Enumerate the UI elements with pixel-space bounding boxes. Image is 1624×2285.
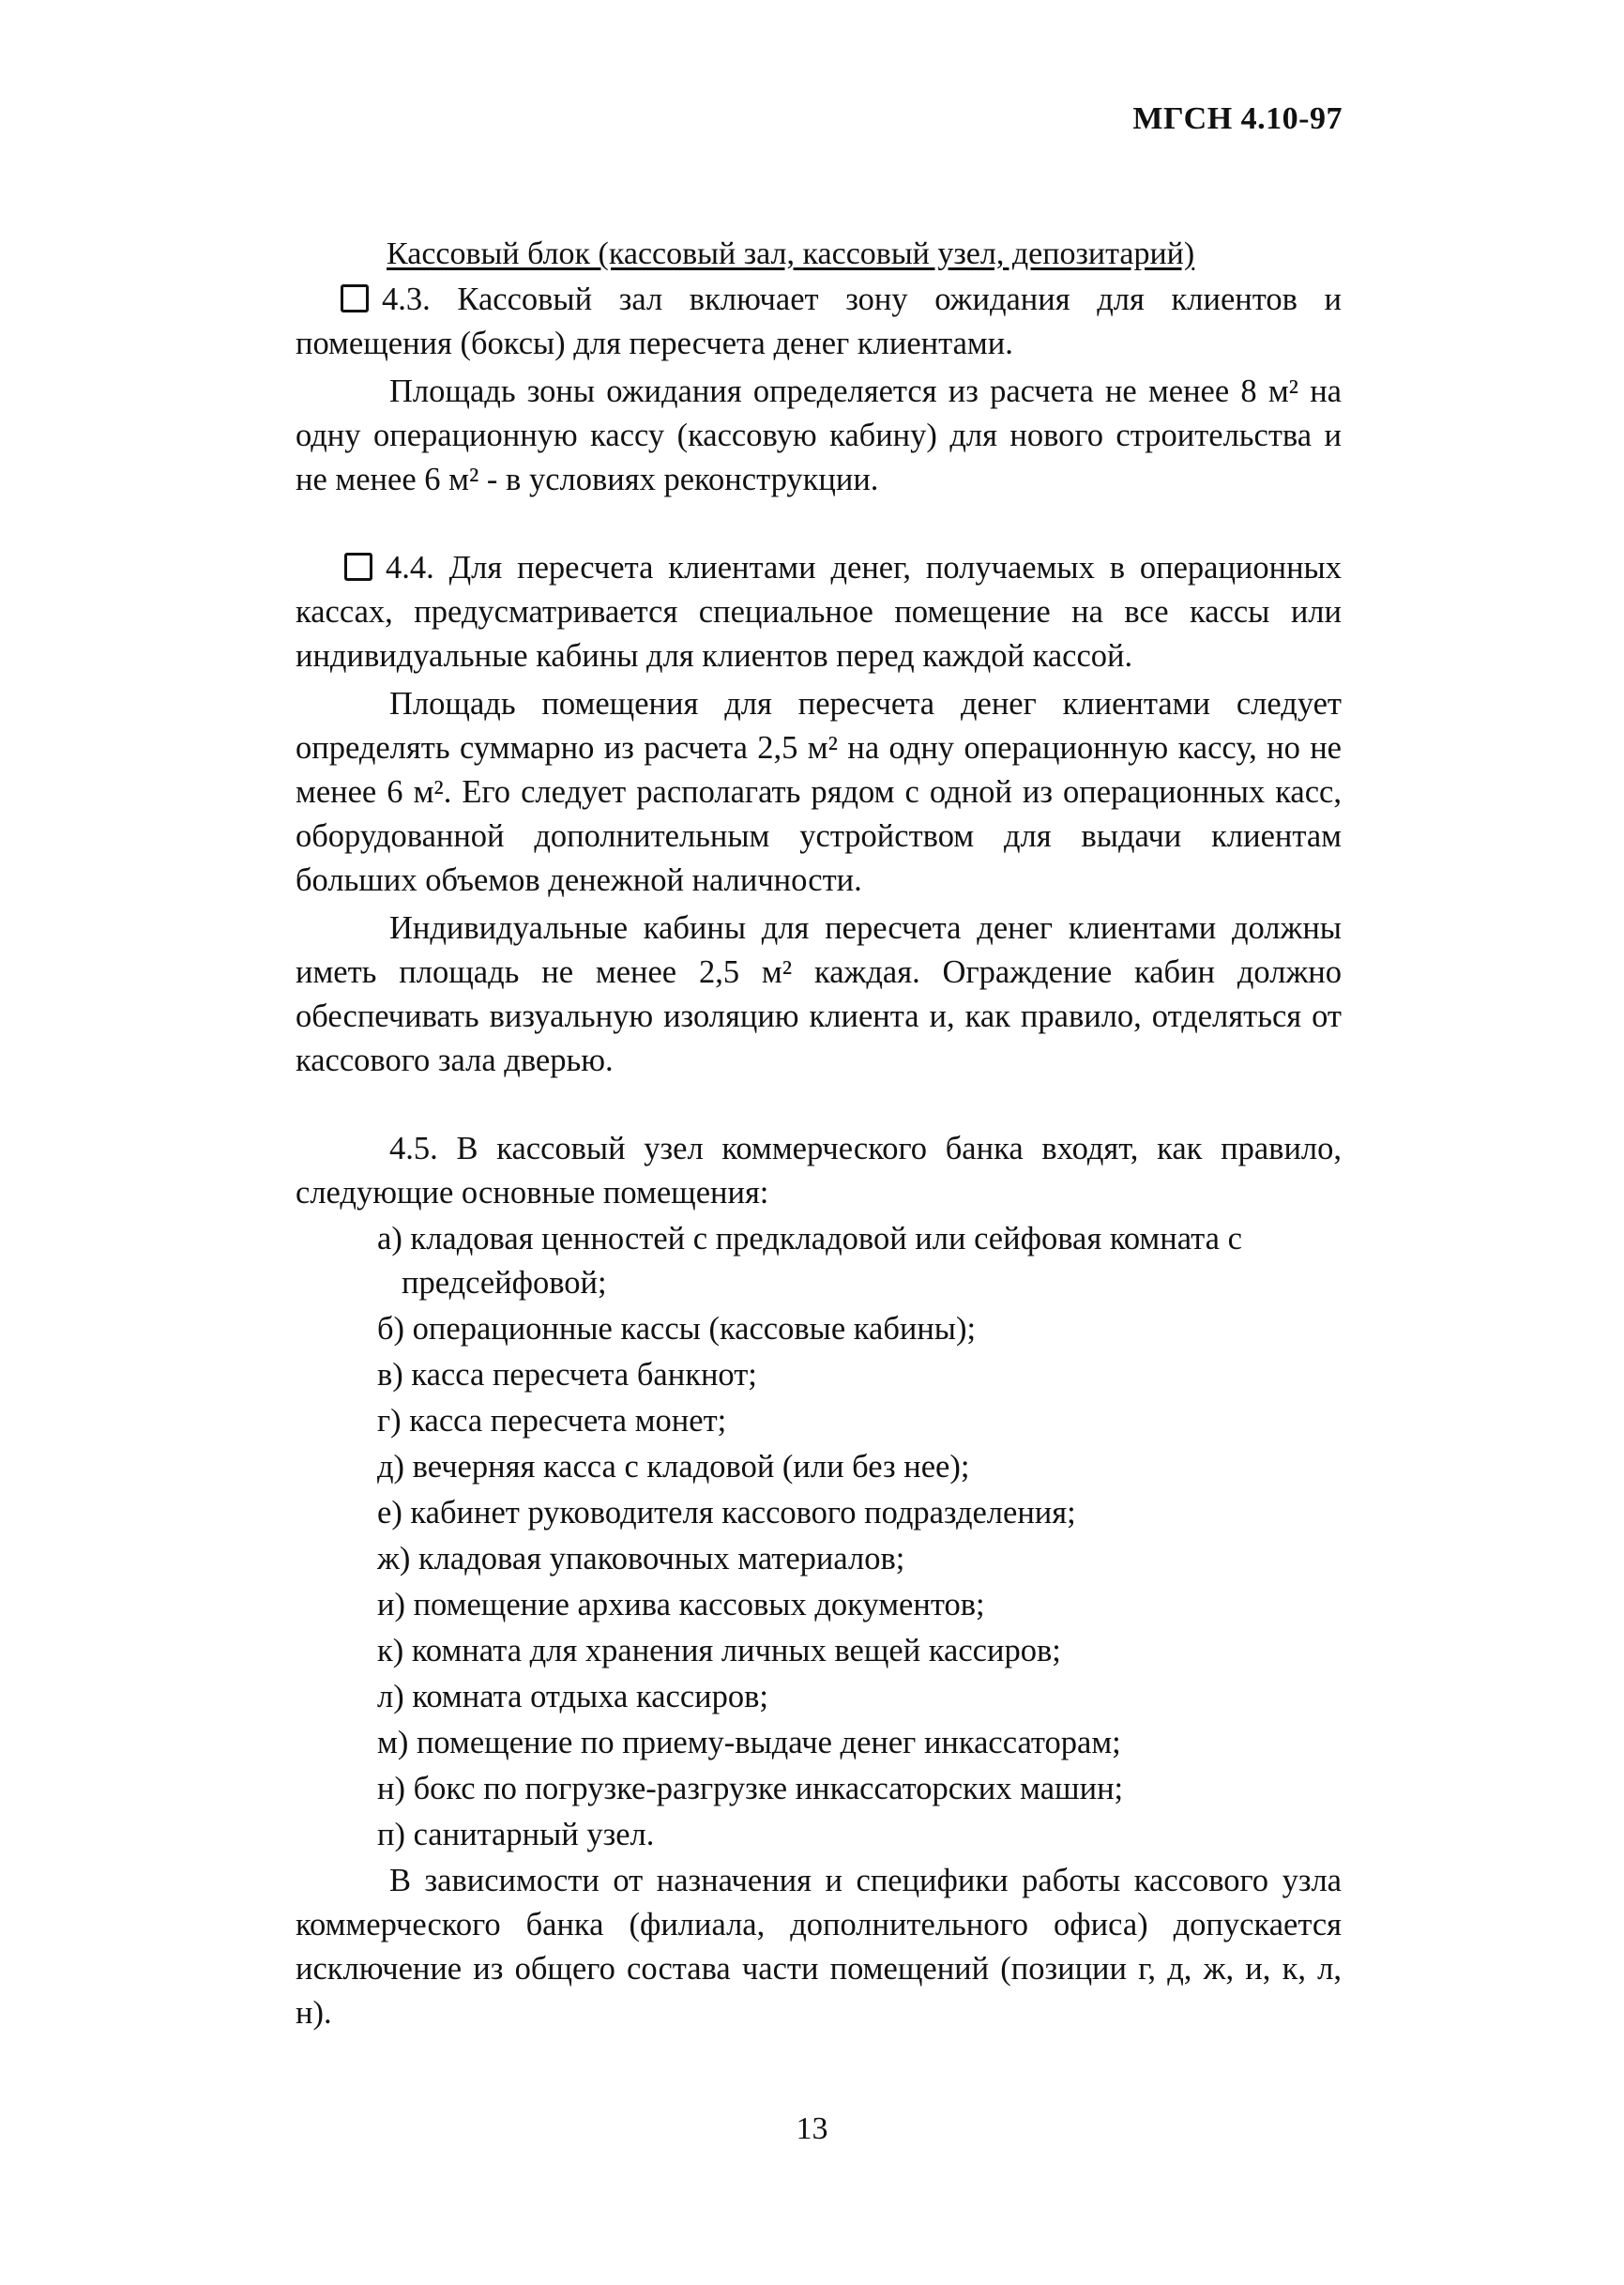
list-item: а) кладовая ценностей с предкладовой или сейфовая комната с предсейфовой; — [377, 1221, 1242, 1301]
list-item: г) касса пересчета монет; — [377, 1403, 727, 1439]
section-heading: Кассовый блок (кассовый зал, кассовый узел, депозитарий) — [387, 236, 1195, 271]
page-number: 13 — [796, 2111, 828, 2146]
document-body — [296, 278, 1342, 2035]
clause-4-5-closing: В зависимости от назначения и специфики работы кассового узла коммерческого банка (филиала, дополнительного офиса) допускается исключение из общего состава части помещений (позиции г, д, ж, и, к, л, н). — [296, 1863, 1342, 2031]
clause-4-4-paragraph: Индивидуальные кабины для пересчета денег клиентами должны иметь площадь не менее 2,5 м² каждая. Ограждение кабин должно обеспечивать визуальную изоляцию клиента и, как правило, отделяться от кассового зала дверью. — [296, 910, 1342, 1078]
list-item: ж) кладовая упаковочных материалов; — [377, 1541, 905, 1577]
list-item: п) санитарный узел. — [377, 1817, 655, 1852]
list-item: к) комната для хранения личных вещей кассиров; — [377, 1633, 1061, 1668]
clause-4-4 — [296, 546, 1342, 678]
list-item: б) операционные кассы (кассовые кабины); — [377, 1311, 977, 1347]
list-item: е) кабинет руководителя кассового подразделения; — [377, 1495, 1076, 1531]
clause-4-3-paragraph: Площадь зоны ожидания определяется из расчета не менее 8 м² на одну операционную кассу (кассовую кабину) для нового строительства и не менее 6 м² - в условиях реконструкции. — [296, 373, 1342, 497]
list-item: д) вечерняя касса с кладовой (или без нее); — [377, 1449, 970, 1485]
clause-4-4-text: 4.4. Для пересчета клиентами денег, получаемых в операционных кассах, предусматривается специальное помещение на все кассы или индивидуальные кабины для клиентов перед каждой кассой. — [296, 550, 1342, 674]
list-item: и) помещение архива кассовых документов; — [377, 1587, 985, 1622]
clause-4-3-text: 4.3. Кассовый зал включает зону ожидания для клиентов и помещения (боксы) для пересчета денег клиентами. — [296, 282, 1342, 361]
checkbox-icon[interactable] — [341, 284, 369, 312]
clause-4-4-paragraph: Площадь помещения для пересчета денег клиентами следует определять суммарно из расчета 2,5 м² на одну операционную кассу, но не менее 6 м². Его следует располагать рядом с одной из операционных касс, оборудованной дополнительным устройством для выдачи клиентам больших объемов денежной наличности. — [296, 686, 1342, 898]
document-code: МГСН 4.10-97 — [1132, 101, 1343, 136]
list-item: л) комната отдыха кассиров; — [377, 1679, 768, 1714]
list-item: н) бокс по погрузке-разгрузке инкассаторских машин; — [377, 1771, 1124, 1806]
list-item: м) помещение по приему-выдаче денег инкассаторам; — [377, 1725, 1121, 1760]
checkbox-icon[interactable] — [344, 553, 372, 581]
list-item: в) касса пересчета банкнот; — [377, 1357, 757, 1393]
clause-4-3 — [296, 278, 1342, 366]
clause-4-5: 4.5. В кассовый узел коммерческого банка входят, как правило, следующие основные помещения: — [296, 1131, 1342, 1211]
room-list — [296, 1217, 1342, 1857]
